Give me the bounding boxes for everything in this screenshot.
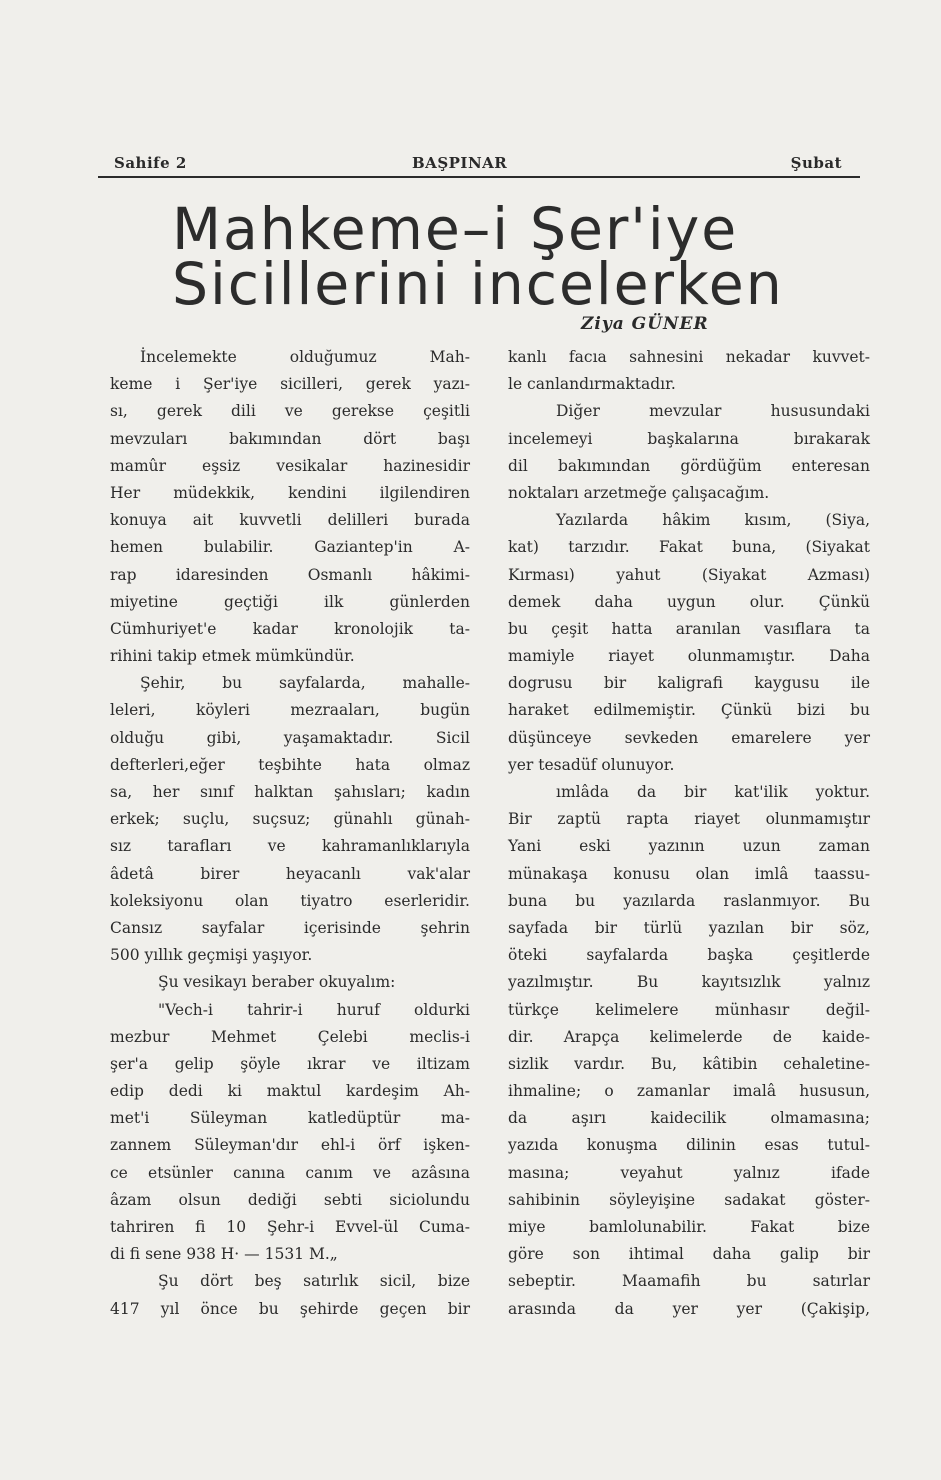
text-line: haraket edilmemiştir. Çünkü bizi bu bbox=[508, 701, 870, 720]
text-line: le canlandırmaktadır. bbox=[508, 375, 676, 394]
text-line: münakaşa konusu olan imlâ taassu- bbox=[508, 864, 870, 883]
text-line: masına; veyahut yalnız ifade bbox=[508, 1163, 870, 1182]
text-line: keme i Şer'iye sicilleri, gerek yazı- bbox=[110, 375, 470, 394]
text-line: noktaları arzetmeğe çalışacağım. bbox=[508, 483, 770, 502]
text-line: sizlik vardır. Bu, kâtibin cehaletine- bbox=[508, 1054, 870, 1073]
text-line: demek daha uygun olur. Çünkü bbox=[508, 592, 870, 611]
text-line: âdetâ birer heyacanlı vak'alar bbox=[110, 864, 470, 883]
text-line: sız tarafları ve kahramanlıklarıyla bbox=[110, 837, 470, 856]
text-line: Şu vesikayı beraber okuyalım: bbox=[158, 973, 396, 992]
author-byline: Ziya GÜNER bbox=[581, 314, 709, 334]
text-line: konuya ait kuvvetli delilleri burada bbox=[110, 511, 470, 530]
text-line: dogrusu bir kaligrafi kaygusu ile bbox=[508, 674, 870, 693]
text-line: miyetine geçtiği ilk günlerden bbox=[110, 592, 470, 611]
article-column-left bbox=[110, 344, 470, 1323]
text-line: kat) tarzıdır. Fakat buna, (Siyakat bbox=[508, 538, 870, 557]
text-line: tahriren fi 10 Şehr-i Evvel-ül Cuma- bbox=[110, 1218, 470, 1236]
text-line: leleri, köyleri mezraaları, bugün bbox=[110, 701, 470, 720]
text-line: kanlı facıa sahnesini nekadar kuvvet- bbox=[508, 348, 870, 366]
text-line: sebeptir. Maamafih bu satırlar bbox=[508, 1272, 870, 1291]
text-line: Yazılarda hâkim kısım, (Siya, bbox=[556, 511, 870, 530]
text-line: di fi sene 938 H· — 1531 M.„ bbox=[110, 1245, 338, 1264]
text-line: mamiyle riayet olunmamıştır. Daha bbox=[508, 647, 870, 666]
text-line: Şehir, bu sayfalarda, mahalle- bbox=[140, 674, 470, 693]
text-line: 500 yıllık geçmişi yaşıyor. bbox=[110, 946, 313, 965]
text-line: Cansız sayfalar içerisinde şehrin bbox=[110, 918, 470, 937]
publication-name: BAŞPINAR bbox=[412, 154, 508, 172]
text-line: incelemeyi başkalarına bırakarak bbox=[508, 429, 870, 448]
text-line: İncelemekte olduğumuz Mah- bbox=[140, 348, 470, 366]
page-header bbox=[98, 150, 860, 178]
text-line: Bir zaptü rapta riayet olunmamıştır bbox=[508, 810, 870, 829]
text-line: düşünceye sevkeden emarelere yer bbox=[508, 728, 870, 747]
text-line: dir. Arapça kelimelerde de kaide- bbox=[508, 1027, 870, 1046]
text-line: mamûr eşsiz vesikalar hazinesidir bbox=[110, 456, 470, 475]
text-line: türkçe kelimelere münhasır değil- bbox=[508, 1000, 870, 1019]
text-line: âzam olsun dediği sebti siciolundu bbox=[110, 1190, 470, 1209]
text-line: erkek; suçlu, suçsuz; günahlı günah- bbox=[110, 810, 470, 829]
text-line: edip dedi ki maktul kardeşim Ah- bbox=[110, 1082, 470, 1101]
text-line: rihini takip etmek mümkündür. bbox=[110, 647, 355, 666]
text-line: miye bamlolunabilir. Fakat bize bbox=[508, 1218, 870, 1236]
text-line: mevzuları bakımından dört başı bbox=[110, 429, 470, 448]
text-line: 417 yıl önce bu şehirde geçen bir bbox=[110, 1299, 470, 1318]
headline-line-1: Mahkeme–i Şer'iye bbox=[172, 195, 739, 263]
article-column-right bbox=[508, 344, 870, 1323]
text-line: Kırması) yahut (Siyakat Azması) bbox=[508, 565, 870, 584]
text-line: Her müdekkik, kendini ilgilendiren bbox=[110, 483, 470, 502]
page-number-label: Sahife 2 bbox=[114, 154, 187, 172]
text-line: sayfada bir türlü yazılan bir söz, bbox=[508, 918, 870, 937]
text-line: da aşırı kaidecilik olmamasına; bbox=[508, 1109, 870, 1128]
text-line: ımlâda da bir kat'ilik yoktur. bbox=[556, 783, 870, 801]
text-line: rap idaresinden Osmanlı hâkimi- bbox=[110, 565, 470, 584]
text-line: Cümhuriyet'e kadar kronolojik ta- bbox=[110, 619, 470, 638]
headline-line-2: Sicillerini incelerken bbox=[172, 250, 784, 318]
text-line: yazılmıştır. Bu kayıtsızlık yalnız bbox=[508, 973, 870, 992]
text-line: zannem Süleyman'dır ehl-i örf işken- bbox=[110, 1136, 470, 1155]
text-line: ce etsünler canına canım ve azâsına bbox=[110, 1163, 470, 1182]
text-line: şer'a gelip şöyle ıkrar ve iltizam bbox=[110, 1054, 470, 1073]
text-line: öteki sayfalarda başka çeşitlerde bbox=[508, 946, 870, 965]
text-line: Yani eski yazının uzun zaman bbox=[508, 837, 870, 856]
text-line: met'i Süleyman katledüptür ma- bbox=[110, 1109, 470, 1128]
text-line: Diğer mevzular hususundaki bbox=[556, 402, 870, 421]
text-line: dil bakımından gördüğüm enteresan bbox=[508, 456, 870, 475]
text-line: yazıda konuşma dilinin esas tutul- bbox=[508, 1136, 870, 1155]
text-line: yer tesadüf olunuyor. bbox=[508, 755, 675, 774]
text-line: olduğu gibi, yaşamaktadır. Sicil bbox=[110, 728, 470, 747]
issue-month: Şubat bbox=[790, 154, 842, 172]
text-line: göre son ihtimal daha galip bir bbox=[508, 1245, 870, 1264]
text-line: mezbur Mehmet Çelebi meclis-i bbox=[110, 1027, 470, 1046]
text-line: bu çeşit hatta aranılan vasıflara ta bbox=[508, 619, 870, 638]
text-line: buna bu yazılarda raslanmıyor. Bu bbox=[508, 891, 870, 910]
text-line: sa, her sınıf halktan şahısları; kadın bbox=[110, 783, 470, 801]
text-line: arasında da yer yer (Çakişip, bbox=[508, 1299, 870, 1318]
text-line: sahibinin söyleyişine sadakat göster- bbox=[508, 1190, 870, 1209]
text-line: ihmaline; o zamanlar imalâ hususun, bbox=[508, 1082, 870, 1101]
text-line: defterleri,eğer teşbihte hata olmaz bbox=[110, 755, 470, 774]
text-line: koleksiyonu olan tiyatro eserleridir. bbox=[110, 891, 470, 910]
text-line: Şu dört beş satırlık sicil, bize bbox=[158, 1272, 470, 1291]
text-line: hemen bulabilir. Gaziantep'in A- bbox=[110, 538, 470, 557]
text-line: "Vech-i tahrir-i huruf oldurki bbox=[158, 1000, 470, 1019]
text-line: sı, gerek dili ve gerekse çeşitli bbox=[110, 402, 470, 421]
